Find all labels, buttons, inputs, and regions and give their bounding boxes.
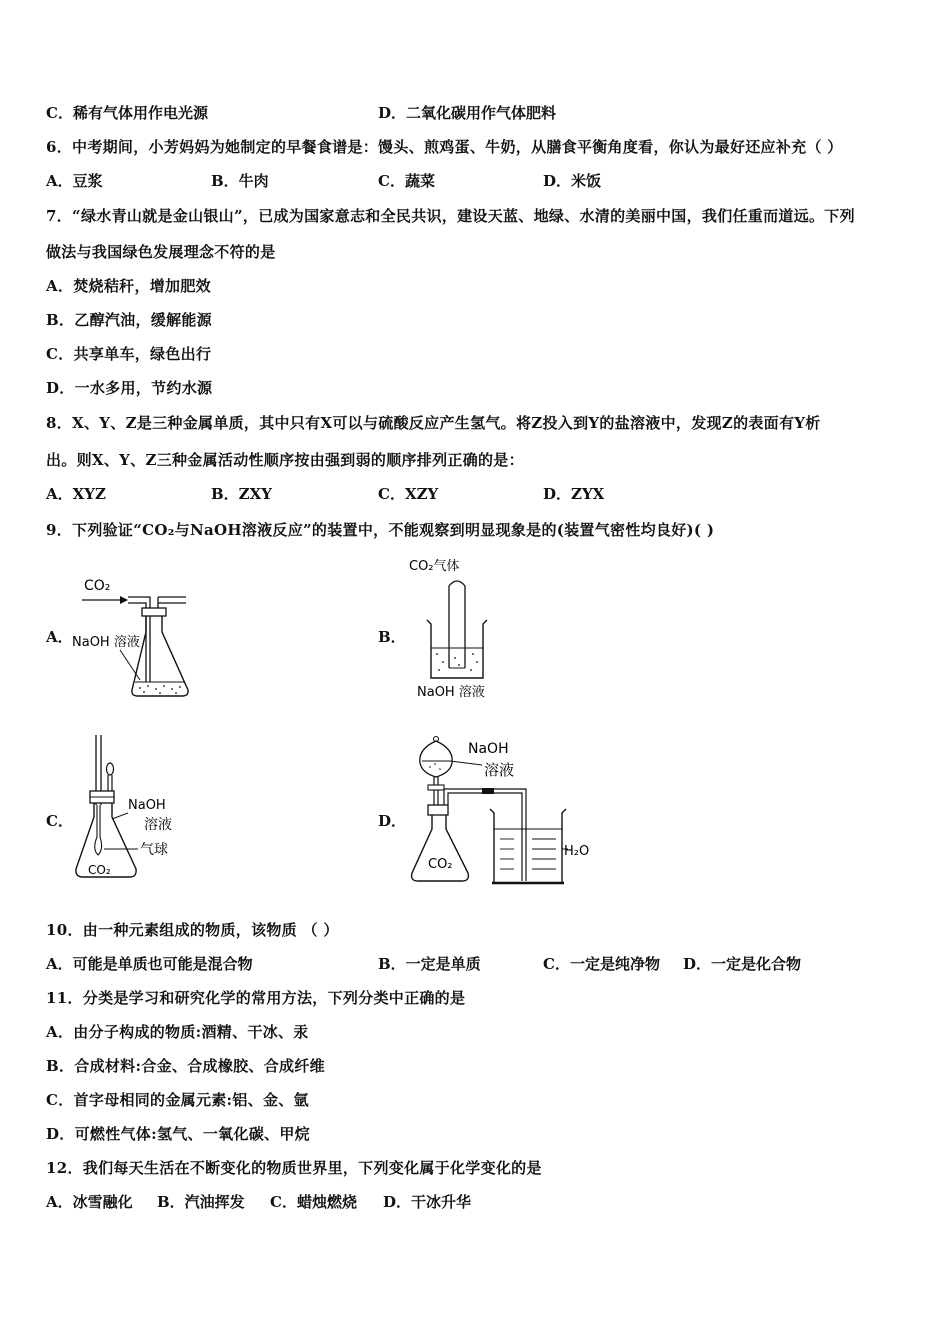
q12-option-b: B．汽油挥发 <box>157 1193 245 1211</box>
figure-d-gas-label: CO₂ <box>428 857 453 872</box>
q6-option-d: D．米饭 <box>543 172 602 190</box>
figure-b-gas-label: CO₂气体 <box>409 559 460 574</box>
figure-a-flask-apparatus <box>68 572 198 702</box>
q7-option-d: D．一水多用，节约水源 <box>46 379 213 397</box>
q8-stem-line1: 8．X、Y、Z是三种金属单质，其中只有X可以与硫酸反应产生氢气。将Z投入到Y的盐溶液中，发现Z的表面有Y析 <box>46 414 821 432</box>
figure-d-funnel-apparatus <box>400 733 600 889</box>
figure-a-gas-label: CO₂ <box>84 578 111 594</box>
q7-stem-line2: 做法与我国绿色发展理念不符的是 <box>46 243 276 261</box>
q11-stem: 11．分类是学习和研究化学的常用方法，下列分类中正确的是 <box>46 989 466 1007</box>
figure-c-balloon-apparatus <box>68 733 198 885</box>
q11-option-a: A．由分子构成的物质:酒精、干冰、汞 <box>46 1023 309 1041</box>
q7-option-a: A．焚烧秸秆，增加肥效 <box>46 277 211 295</box>
figure-d-reagent-label-2: 溶液 <box>484 761 515 779</box>
q10-option-a: A．可能是单质也可能是混合物 <box>46 955 253 973</box>
q7-stem-line1: 7．“绿水青山就是金山银山”，已成为国家意志和全民共识，建设天蓝、地绿、水清的美丽中国，我们任重而道远。下列 <box>46 207 855 225</box>
q8-option-a: A．XYZ <box>46 485 106 503</box>
q9-option-b-label: B． <box>378 628 406 646</box>
q6-stem: 6．中考期间，小芳妈妈为她制定的早餐食谱是：馒头、煎鸡蛋、牛奶，从膳食平衡角度看，你认为最好还应补充（ ） <box>46 138 843 156</box>
q11-option-b: B．合成材料:合金、合成橡胶、合成纤维 <box>46 1057 325 1075</box>
q8-stem-line2: 出。则X、Y、Z三种金属活动性顺序按由强到弱的顺序排列正确的是： <box>46 451 524 469</box>
figure-b-solution-label: NaOH 溶液 <box>417 685 485 700</box>
q8-option-d: D．ZYX <box>543 485 605 503</box>
figure-d-reagent-label-1: NaOH <box>468 741 509 757</box>
q12-option-d: D．干冰升华 <box>383 1193 472 1211</box>
q7-option-b: B．乙醇汽油，缓解能源 <box>46 311 212 329</box>
figure-c-gas-label: CO₂ <box>88 863 111 877</box>
q10-option-b: B．一定是单质 <box>378 955 481 973</box>
figure-c-reagent-label-2: 溶液 <box>144 817 172 833</box>
q5-option-d: D．二氧化碳用作气体肥料 <box>378 104 557 122</box>
q12-option-a: A．冰雪融化 <box>46 1193 133 1211</box>
q9-option-a-label: A． <box>46 628 73 646</box>
q11-option-d: D．可燃性气体:氢气、一氧化碳、甲烷 <box>46 1125 310 1143</box>
q6-option-c: C．蔬菜 <box>378 172 435 190</box>
q11-option-c: C．首字母相同的金属元素:铝、金、氩 <box>46 1091 309 1109</box>
q5-option-c: C．稀有气体用作电光源 <box>46 104 208 122</box>
figure-d-water-label: H₂O <box>564 844 590 859</box>
q10-option-c: C．一定是纯净物 <box>543 955 660 973</box>
q6-option-b: B．牛肉 <box>211 172 269 190</box>
q8-option-c: C．XZY <box>378 485 439 503</box>
q9-option-c-label: C． <box>46 812 73 830</box>
q10-stem: 10．由一种元素组成的物质，该物质 （ ） <box>46 921 339 939</box>
figure-a-solution-label: NaOH 溶液 <box>72 635 140 650</box>
q9-stem: 9．下列验证“CO₂与NaOH溶液反应”的装置中，不能观察到明显现象是的(装置气密性均良好)( ) <box>46 521 715 539</box>
q9-option-d-label: D． <box>378 812 407 830</box>
figure-c-balloon-label: 气球 <box>140 842 168 858</box>
q12-option-c: C．蜡烛燃烧 <box>270 1193 357 1211</box>
figure-c-reagent-label-1: NaOH <box>128 798 166 813</box>
q8-option-b: B．ZXY <box>211 485 272 503</box>
q10-option-d: D．一定是化合物 <box>683 955 802 973</box>
q6-option-a: A．豆浆 <box>46 172 103 190</box>
q7-option-c: C．共享单车，绿色出行 <box>46 345 212 363</box>
figure-b-beaker-apparatus <box>405 552 515 704</box>
q12-stem: 12．我们每天生活在不断变化的物质世界里，下列变化属于化学变化的是 <box>46 1159 542 1177</box>
